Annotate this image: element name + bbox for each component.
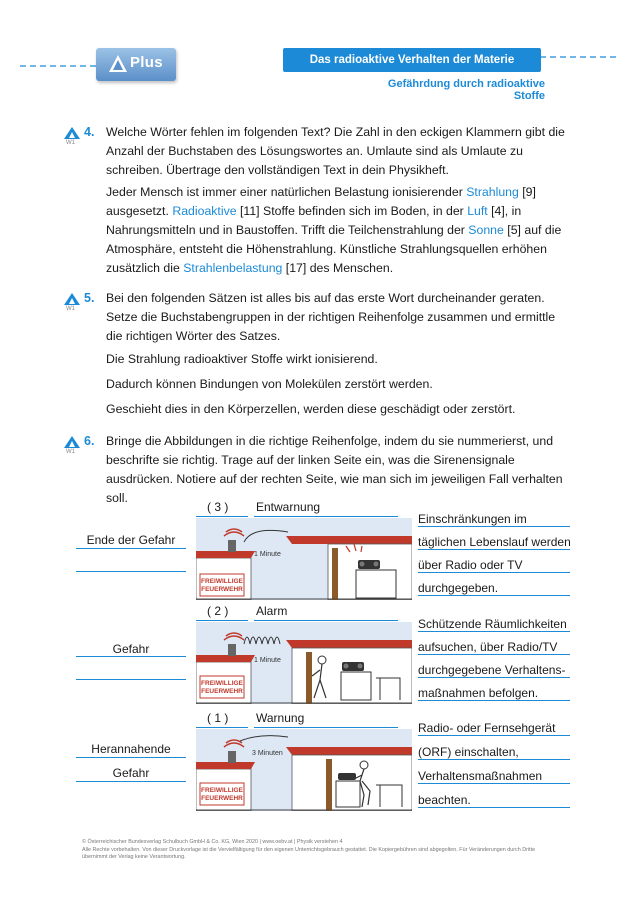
scene1-right-line-2: täglichen Lebenslauf werden [418,527,570,550]
scene2-right-line-4: maßnahmen befolgen. [418,678,570,701]
footer-copyright: © Österreichischer Bundesverlag Schulbuch GmbH & Co. KG, Wien 2020 | www.oebv.at | Physik verstehen 4 [82,839,343,845]
scene1-right-line-1: Einschränkungen im [418,504,570,527]
task5-intro: Bei den folgenden Sätzen ist alles bis auf das erste Wort durcheinander geraten. Setze die Buchstabengruppen in der richtigen Reihenfolge zusammen und ermittle die richtigen Wörter des Satzes. [106,291,556,343]
task6-intro: Bringe die Abbildungen in die richtige Reihenfolge, indem du sie nummerierst, und beschrifte sie richtig. Trage auf der linken Seite ein, was die Sirenensignale ausdrücken. Notiere auf der rechten Seite, wie man sich im jeweiligen Fall verhalten soll. [106,434,563,505]
scene2-duration: 1 Minute [254,657,281,664]
scene3-right-line-3: Verhaltensmaßnahmen [418,761,570,784]
answer-line [76,679,186,680]
scene3-number-line [196,727,248,728]
task4-number: 4. [84,125,95,139]
task6-number: 6. [84,434,95,448]
answer-line [76,571,186,572]
task5-sentence-1: Die Strahlung radioaktiver Stoffe wirkt ionisierend. [106,352,378,366]
scene3-illustration [196,729,412,811]
answer-line [76,548,186,549]
scene1-number: ( 3 ) [207,500,229,514]
scene2-number-line [196,620,248,621]
task5-sentence-2: Dadurch können Bindungen von Molekülen zerstört werden. [106,377,433,391]
task5-number: 5. [84,291,95,305]
page-title: Das radioaktive Verhalten der Materie [283,48,541,72]
task5-level-icon [64,293,80,311]
scene2-name: Alarm [256,604,288,618]
answer-line [76,781,186,782]
scene2-left-label: Gefahr [112,642,150,656]
scene1-right-line-4: durchgegeben. [418,573,570,596]
scene3-right-line-2: (ORF) einschalten, [418,737,570,760]
fire-station-sign-1: FREIWILLIGE [201,787,243,794]
fire-station-sign-1: FREIWILLIGE [201,578,243,585]
scene3-left-label-2: Gefahr [112,766,150,780]
scene1-number-line [196,516,248,517]
scene3-right-line-1: Radio- oder Fernsehgerät [418,713,570,736]
task6-level-icon [64,436,80,454]
scene2-illustration [196,622,412,704]
scene3-name-line [254,727,398,728]
task4-text: Jeder Mensch ist immer einer natürlichen Belastung ionisierender Strahlung [9] ausgesetzt. Radioaktive [11] Stoffe befinden sich im Boden, in der Luft [4], in Nahrungsmitteln und in Baustoffen. Trifft die Teilchenstrahlung der Sonne [5] auf die Atmosphäre, entsteht die Höhenstrahlung. Künstliche Strahlungsquellen erhöhen zusätzlich die Strahlenbelastung [17] des Menschen. [106,185,562,275]
footer [82,839,562,862]
fire-station-sign-2: FEUERWEHR [201,795,243,802]
scene3-duration: 3 Minuten [252,750,283,757]
scene1-name-line [254,516,398,517]
fire-station-sign-1: FREIWILLIGE [201,680,243,687]
footer-rights: Alle Rechte vorbehalten. Von dieser Druckvorlage ist die Vervielfältigung für den eigenen Unterrichtsgebrauch gestattet. Die Kopiergebühren sind abgegolten. Für Veränderungen durch Dritte übernimmt der Verlag keine Verantwortung. [82,846,536,860]
header-dash-line-left [20,64,100,68]
task4-level: W1 [66,140,75,146]
page-subtitle: Gefährdung durch radioaktive Stoffe [387,78,545,102]
header-dash-line-right [540,55,620,59]
scene2-right-line-1: Schützende Räumlichkeiten [418,609,570,632]
answer-line [76,757,186,758]
answer-strahlung: Strahlung [466,185,519,199]
task4-intro: Welche Wörter fehlen im folgenden Text? Die Zahl in den eckigen Klammern gibt die Anzahl der Buchstaben des Lösungswortes an. Umlaute sind als Umlaute zu schreiben. Übertrage den vollständigen Text in dein Physikheft. [106,125,565,177]
scene1-left-label: Ende der Gefahr [86,533,176,547]
scene2-right-line-2: aufsuchen, über Radio/TV [418,632,570,655]
scene1-duration: 1 Minute [254,551,281,558]
fire-station-sign-2: FEUERWEHR [201,688,243,695]
scene3-right-line-4: beachten. [418,785,570,808]
scene2-right-line-3: durchgegebene Verhaltens- [418,655,570,678]
scene1-name: Entwarnung [256,500,321,514]
answer-sonne: Sonne [468,223,504,237]
task5-sentence-3: Geschieht dies in den Körperzellen, werden diese geschädigt oder zerstört. [106,402,516,416]
answer-strahlenbelastung: Strahlenbelastung [183,261,283,275]
plus-logo [96,48,176,81]
triangle-level-icon [64,436,80,449]
answer-luft: Luft [467,204,488,218]
scene2-number: ( 2 ) [207,604,229,618]
scene3-number: ( 1 ) [207,711,229,725]
answer-radioaktive: Radioaktive [172,204,237,218]
answer-line [76,656,186,657]
scene3-left-label-1: Herannahende [91,742,171,756]
task4-level-icon [64,127,80,145]
triangle-level-icon [64,293,80,306]
task5-level: W1 [66,306,75,312]
fire-station-sign-2: FEUERWEHR [201,586,243,593]
logo-text: Plus [130,54,163,71]
triangle-level-icon [64,127,80,140]
scene3-name: Warnung [256,711,305,725]
scene2-name-line [254,620,398,621]
task6-level: W1 [66,449,75,455]
scene1-right-line-3: über Radio oder TV [418,550,570,573]
scene1-illustration [196,518,412,600]
triangle-logo-icon [108,54,128,74]
